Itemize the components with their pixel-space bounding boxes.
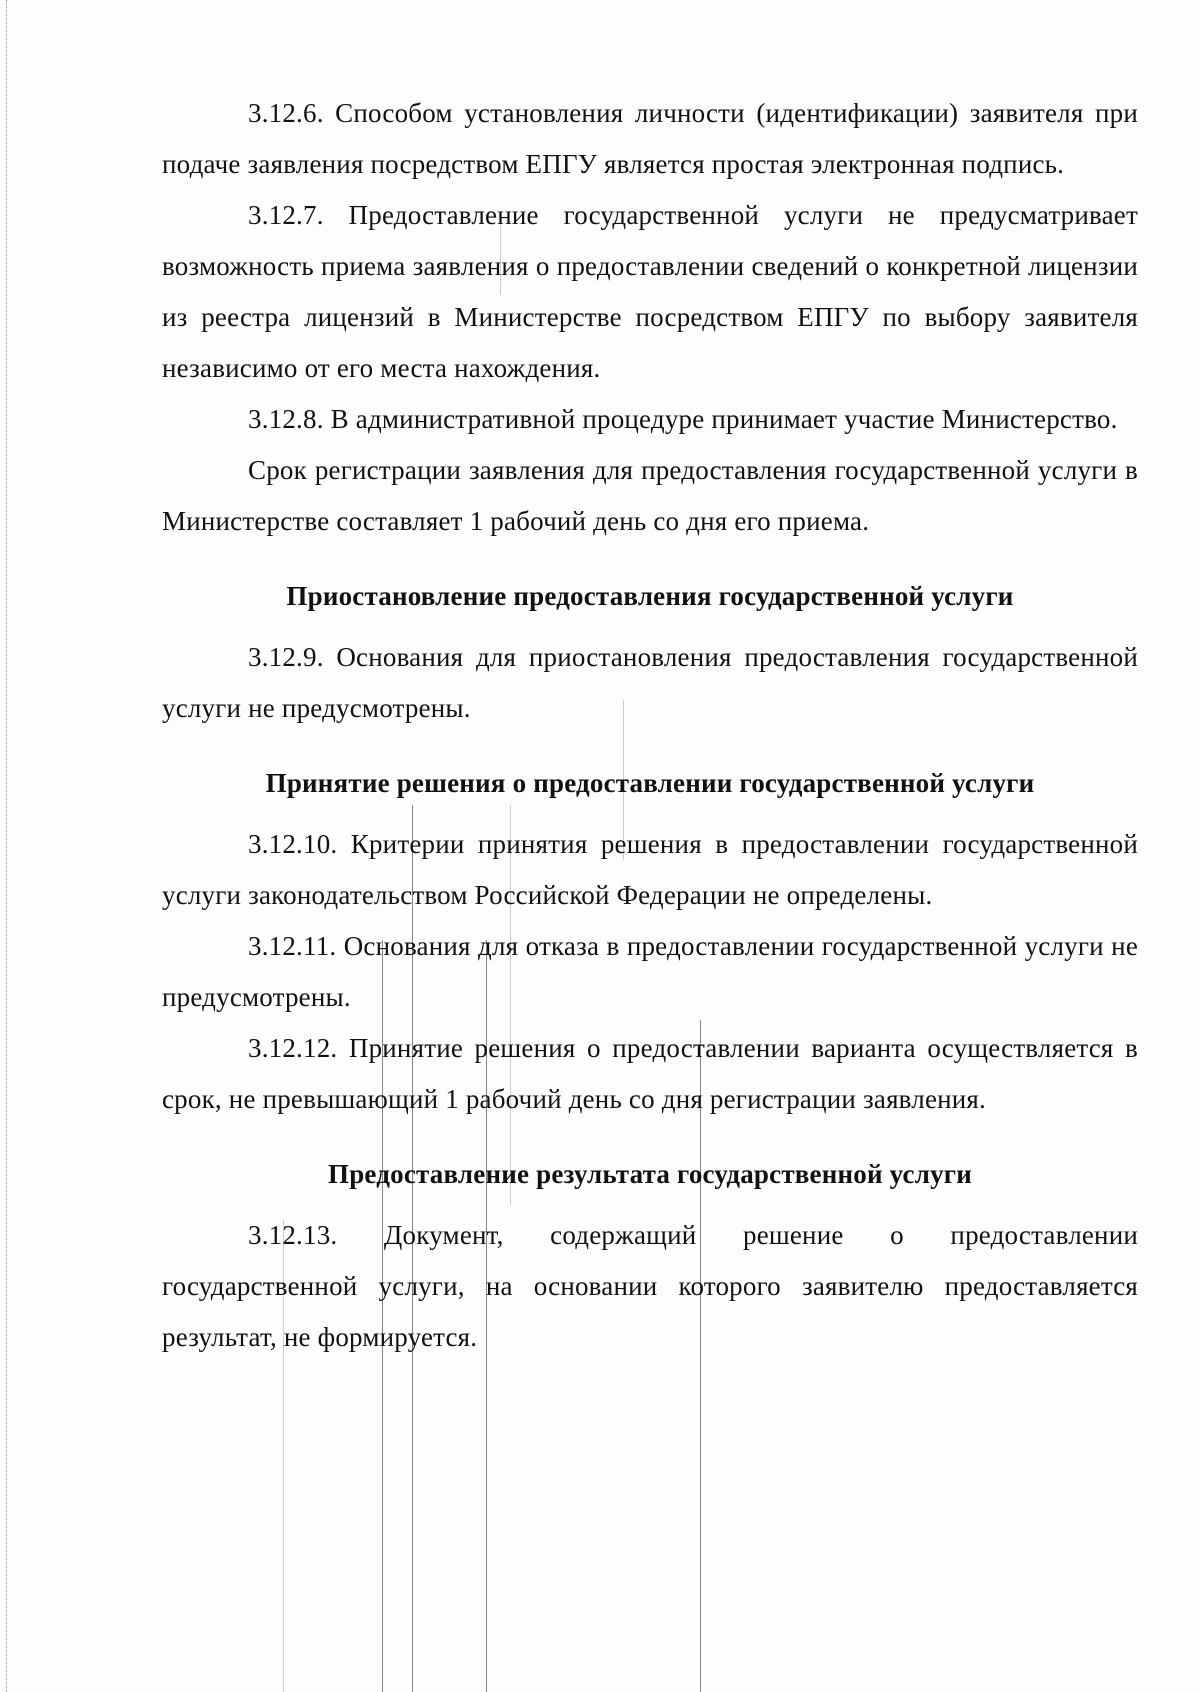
heading-result: Предоставление результата государственной услуги [328,1159,972,1189]
paragraph-3-12-9: 3.12.9. Основания для приостановления предоставления государственной услуги не предусмотрены. [162,642,1138,723]
paragraph-3-12-11: 3.12.11. Основания для отказа в предоставлении государственной услуги не предусмотрены. [162,931,1138,1012]
paragraph-3-12-13: 3.12.13. Документ, содержащий решение о предоставлении государственной услуги, на основании которого заявителю предоставляется результат, не формируется. [162,1220,1138,1352]
paragraph-3-12-8: 3.12.8. В административной процедуре принимает участие Министерство. [248,404,1118,434]
heading-decision: Принятие решения о предоставлении государственной услуги [265,768,1035,798]
paragraph-3-12-10: 3.12.10. Критерии принятия решения в предоставлении государственной услуги законодательством Российской Федерации не определены. [162,829,1138,910]
heading-suspension: Приостановление предоставления государственной услуги [286,581,1014,611]
paragraph-registration-term: Срок регистрации заявления для предоставления государственной услуги в Министерстве составляет 1 рабочий день со дня его приема. [162,455,1138,536]
scan-edge-dots [6,0,8,1692]
paragraph-3-12-6: 3.12.6. Способом установления личности (идентификации) заявителя при подаче заявления посредством ЕПГУ является простая электронная подпись. [162,98,1138,179]
paragraph-3-12-7: 3.12.7. Предоставление государственной услуги не предусматривает возможность приема заявления о предоставлении сведений о конкретной лицензии из реестра лицензий в Министерстве посредством ЕПГУ по выбору заявителя независимо от его места нахождения. [162,200,1138,383]
document-body [162,88,1138,1363]
paragraph-3-12-12: 3.12.12. Принятие решения о предоставлении варианта осуществляется в срок, не превышающий 1 рабочий день со дня регистрации заявления. [162,1033,1138,1114]
